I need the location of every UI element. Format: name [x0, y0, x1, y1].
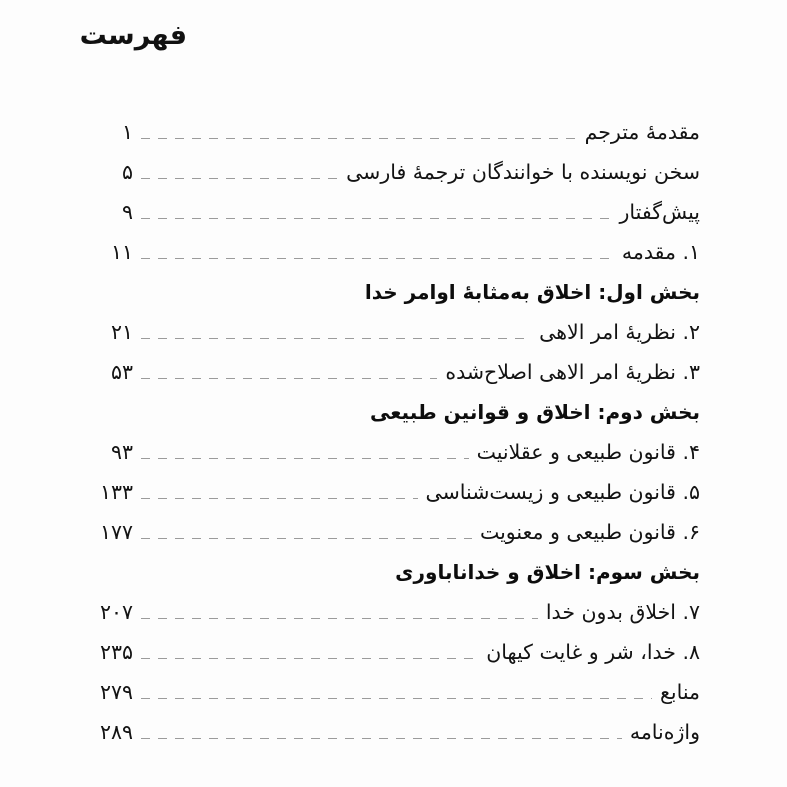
toc-dot-leader	[141, 658, 478, 659]
toc-dot-leader	[141, 498, 418, 499]
toc-entry[interactable]	[87, 682, 700, 722]
toc-dot-leader	[141, 218, 612, 219]
toc-dot-leader	[141, 178, 338, 179]
toc-entry-title[interactable]: ۲. نظریهٔ امر الاهی	[539, 320, 700, 344]
toc-entry[interactable]	[87, 642, 700, 682]
toc-dot-leader	[141, 618, 538, 619]
toc-entry[interactable]	[87, 122, 700, 162]
toc-entry[interactable]	[87, 482, 700, 522]
toc-section-title: بخش دوم: اخلاق و قوانین طبیعی	[370, 400, 700, 424]
toc-entry-title[interactable]: سخن نویسنده با خوانندگان ترجمهٔ فارسی	[346, 160, 700, 184]
toc-entry-title[interactable]: ۶. قانون طبیعی و معنویت	[479, 520, 700, 544]
toc-entry-title[interactable]: ۷. اخلاق بدون خدا	[545, 600, 700, 624]
toc-entry-title[interactable]: پیش‌گفتار	[619, 200, 700, 224]
toc-dot-leader	[141, 738, 622, 739]
toc-entry-page-number: ۲۰۷	[99, 600, 133, 624]
page-title-text: فهرست	[79, 20, 187, 51]
toc-entry[interactable]	[87, 162, 700, 202]
toc-entry-title[interactable]: ۴. قانون طبیعی و عقلانیت	[476, 440, 700, 464]
toc-dot-leader	[141, 538, 472, 539]
toc-entry-title[interactable]: ۵. قانون طبیعی و زیست‌شناسی	[425, 480, 700, 504]
toc-list	[0, 122, 787, 762]
toc-entry-page-number: ۱۷۷	[99, 520, 133, 544]
toc-entry-title[interactable]: ۱. مقدمه	[621, 240, 700, 264]
toc-dot-leader	[141, 338, 531, 339]
toc-entry[interactable]	[87, 362, 700, 402]
toc-entry-title[interactable]: ۸. خدا، شر و غایت کیهان	[486, 640, 700, 664]
toc-entry-page-number: ۲۷۹	[99, 680, 133, 704]
toc-entry-page-number: ۱	[121, 120, 133, 144]
toc-entry-page-number: ۱۱	[110, 240, 133, 264]
toc-entry-page-number: ۲۸۹	[99, 720, 133, 744]
toc-entry-page-number: ۵	[121, 160, 133, 184]
toc-entry-page-number: ۲۳۵	[99, 640, 133, 664]
toc-entry[interactable]	[87, 722, 700, 762]
toc-entry[interactable]	[87, 522, 700, 562]
toc-section-heading	[87, 562, 700, 602]
toc-entry-page-number: ۲۱	[110, 320, 133, 344]
toc-section-title: بخش اول: اخلاق به‌مثابهٔ اوامر خدا	[364, 280, 700, 304]
toc-entry[interactable]	[87, 442, 700, 482]
toc-section-heading	[87, 282, 700, 322]
toc-entry-page-number: ۵۳	[110, 360, 133, 384]
toc-section-title: بخش سوم: اخلاق و خداناباوری	[395, 560, 700, 584]
toc-entry-title[interactable]: مقدمهٔ مترجم	[584, 120, 700, 144]
page-title	[0, 20, 787, 51]
toc-entry-page-number: ۱۳۳	[99, 480, 133, 504]
toc-dot-leader	[141, 258, 614, 259]
toc-section-heading	[87, 402, 700, 442]
toc-entry-page-number: ۹	[121, 200, 133, 224]
toc-entry-page-number: ۹۳	[110, 440, 133, 464]
toc-entry[interactable]	[87, 202, 700, 242]
toc-entry[interactable]	[87, 242, 700, 282]
toc-entry-title[interactable]: ۳. نظریهٔ امر الاهی اصلاح‌شده	[445, 360, 700, 384]
toc-entry[interactable]	[87, 322, 700, 362]
toc-entry-title[interactable]: واژه‌نامه	[629, 720, 700, 744]
toc-entry[interactable]	[87, 602, 700, 642]
toc-dot-leader	[141, 458, 469, 459]
toc-entry-title[interactable]: منابع	[659, 680, 700, 704]
toc-dot-leader	[141, 378, 437, 379]
toc-dot-leader	[141, 698, 652, 699]
toc-dot-leader	[141, 138, 577, 139]
